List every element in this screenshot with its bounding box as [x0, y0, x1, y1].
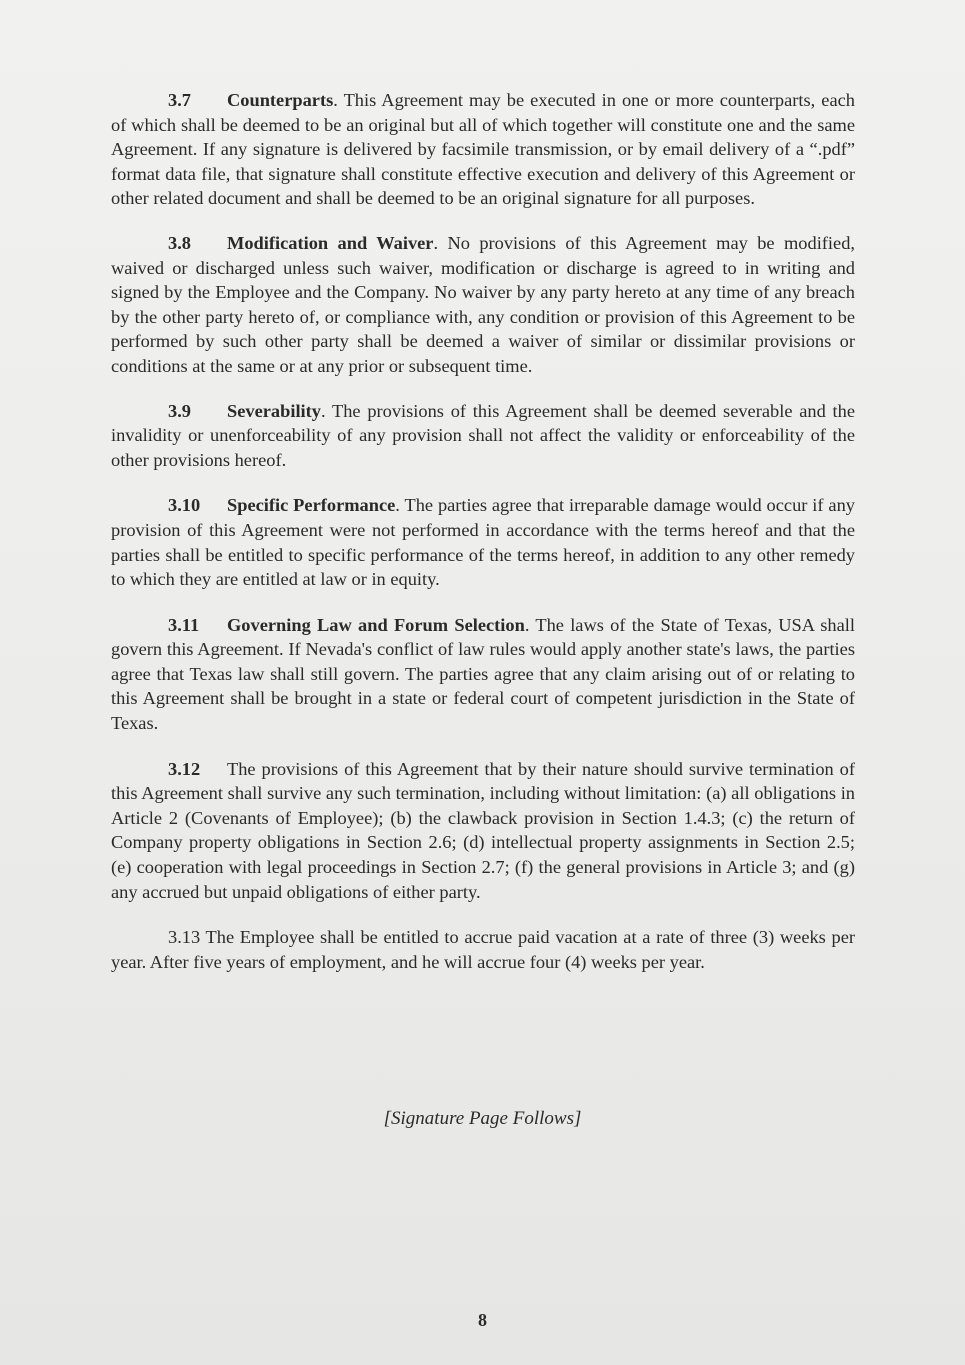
- section-heading: Severability: [227, 400, 321, 421]
- section-heading: Modification and Waiver: [227, 232, 434, 253]
- section-heading: Governing Law and Forum Selection: [227, 614, 525, 635]
- section-number: 3.8: [168, 232, 191, 253]
- section-text: . This Agreement may be executed in one or more counterparts, each of which shall be deemed to be an original but all of which together will constitute one and the same Agreement. If any signature is delivered by facsimile transmission, or by email delivery of a “.pdf” format data file, that signature shall constitute effective execution and delivery of this Agreement or other related document and shall be deemed to be an original signature for all purposes.: [111, 90, 855, 209]
- section-3-9: [111, 399, 855, 473]
- section-number: 3.11: [168, 614, 200, 635]
- section-3-12: [111, 757, 855, 905]
- section-3-8: [111, 231, 855, 379]
- section-heading: Specific Performance: [227, 495, 396, 516]
- document-body: [111, 88, 855, 995]
- section-heading: Counterparts: [227, 90, 334, 110]
- section-text: The provisions of this Agreement that by their nature should survive termination of this Agreement shall survive any such termination, including without limitation: (a) all obligations in Article 2 (Covenants of Employee); (b) the clawback provision in Section 1.4.3; (c) the return of Company property obligations in Section 2.6; (d) intellectual property assignments in Section 2.5; (e) cooperation with legal proceedings in Section 2.7; (f) the general provisions in Article 3; and (g) any accrued but unpaid obligations of either party.: [111, 758, 855, 902]
- section-text: . The parties agree that irreparable damage would occur if any provision of this Agreement were not performed in accordance with the terms hereof and that the parties shall be entitled to specific performance of the terms hereof, in addition to any other remedy to which they are entitled at law or in equity.: [111, 495, 855, 590]
- page-number: 8: [478, 1310, 487, 1330]
- section-text: . The provisions of this Agreement shall be deemed severable and the invalidity or unenforceability of any provision shall not affect the validity or enforceability of the other provisions hereof.: [111, 400, 855, 470]
- section-number: 3.7: [168, 90, 191, 110]
- section-3-10: [111, 493, 855, 591]
- section-3-13: [111, 925, 855, 974]
- section-text: . No provisions of this Agreement may be modified, waived or discharged unless such waiver, modification or discharge is agreed to in writing and signed by the Employee and the Company. No waiver by any party hereto at any time of any breach by the other party hereto of, or compliance with, any condition or provision of this Agreement to be performed by such other party shall be deemed a waiver of similar or dissimilar provisions or conditions at the same or at any prior or subsequent time.: [111, 232, 855, 376]
- signature-page-note: [Signature Page Follows]: [383, 1108, 582, 1129]
- section-number: 3.10: [168, 495, 201, 516]
- section-3-7: [111, 88, 855, 211]
- section-text: . The laws of the State of Texas, USA shall govern this Agreement. If Nevada's conflict of law rules would apply another state's laws, the parties agree that Texas law shall still govern. The parties agree that any claim arising out of or relating to this Agreement shall be brought in a state or federal court of competent jurisdiction in the State of Texas.: [111, 614, 855, 734]
- section-text: 3.13 The Employee shall be entitled to accrue paid vacation at a rate of three (3) weeks per year. After five years of employment, and he will accrue four (4) weeks per year.: [111, 927, 855, 972]
- section-number: 3.12: [168, 758, 201, 779]
- section-3-11: [111, 613, 855, 736]
- section-number: 3.9: [168, 400, 191, 421]
